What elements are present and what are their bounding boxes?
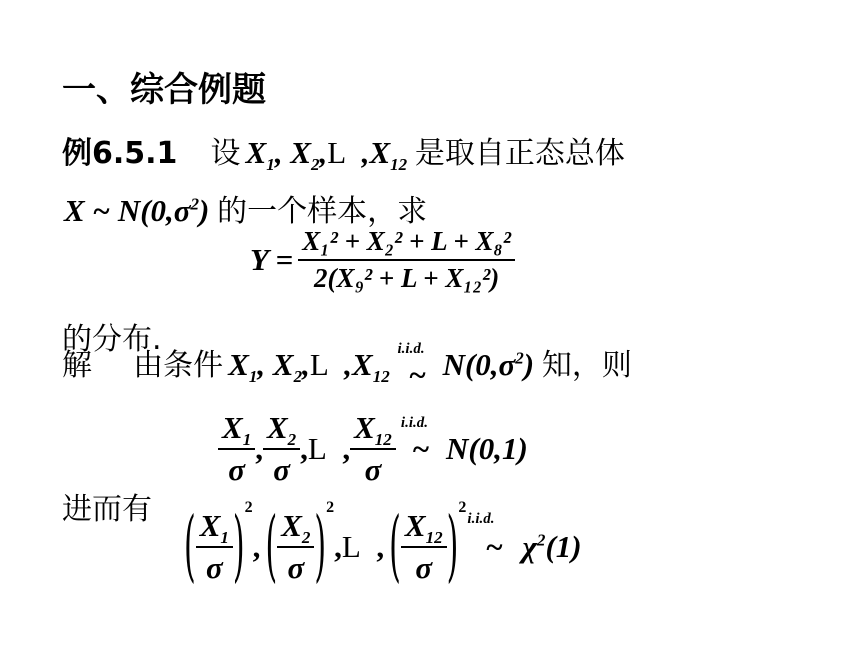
sample-text: 的一个样本，求 bbox=[217, 194, 428, 229]
iid-tilde-3: i.i.d. ~ bbox=[467, 511, 503, 564]
sq-frac-x1: $\frac{X_1}{\sigma}$ bbox=[196, 508, 233, 586]
population-text: 是取自正态总体 bbox=[414, 136, 625, 171]
y-fraction bbox=[298, 226, 515, 294]
example-set-text: 设 bbox=[210, 136, 241, 171]
iid-tilde-2: i.i.d. ~ bbox=[400, 415, 429, 466]
normal-population-formula: X ~ $N(0,\sigma^2)$ bbox=[64, 193, 210, 228]
furthermore-text: 进而有 bbox=[62, 492, 152, 527]
standard-normal: N(0,1) bbox=[446, 431, 528, 466]
sq-frac-x2: $\frac{X_2}{\sigma}$ bbox=[277, 508, 314, 586]
frac-x2-sigma: $\frac{X_2}{\sigma}$ bbox=[263, 410, 300, 488]
solution-label: 解 bbox=[62, 348, 92, 383]
frac-x12-sigma: $\frac{X_{12}}{\sigma}$ bbox=[350, 410, 396, 488]
standardized-line: $\frac{X_1}{\sigma}$ , $\frac{X_2}{\sigma}$ ,L , $\frac{X_{12}}{\sigma}$ i.i.d. ~ N(0,1) bbox=[218, 410, 528, 488]
sample-vars: $X_1$, $X_2,L$ $,X_{12}$ bbox=[245, 135, 408, 175]
example-line-2 bbox=[64, 186, 427, 230]
example-label: 例6.5.1 bbox=[62, 136, 178, 171]
section-heading: 一、综合例题 bbox=[62, 70, 266, 110]
solution-line-1 bbox=[62, 340, 632, 392]
sq-frac-x12: $\frac{X_{12}}{\sigma}$ bbox=[401, 508, 447, 586]
y-denominator: 2(X₉² + L + X₁₂²) bbox=[314, 263, 500, 293]
iid-tilde: i.i.d. ~ bbox=[397, 341, 426, 392]
chi-square-formula: $\chi^2(1)$ bbox=[522, 529, 582, 564]
y-label: Y = bbox=[250, 242, 294, 277]
example-line-1 bbox=[62, 128, 625, 175]
distribution-text: 的分布. bbox=[62, 322, 162, 357]
squared-line: ( $\frac{X_1}{\sigma}$ )$^2$, ( $\frac{X_2}{\sigma}$ )$^2$,L , ( $\frac{X_{12}}{\sigma}$ )$^2$ i.i.d. ~ $\chi^2(1)$ bbox=[184, 499, 582, 593]
y-numerator: X₁² + X₂² + L + X₈² bbox=[298, 226, 515, 261]
know-then-text: 知，则 bbox=[541, 348, 632, 383]
condition-text: 由条件 bbox=[133, 348, 224, 383]
y-definition bbox=[250, 226, 515, 294]
frac-x1-sigma: $\frac{X_1}{\sigma}$ bbox=[218, 410, 255, 488]
normal-sigma-formula: $N(0,\sigma^2)$ bbox=[442, 347, 535, 382]
iid-sample-vars: $X_1$, $X_2,L$ $,X_{12}$ bbox=[228, 347, 390, 387]
